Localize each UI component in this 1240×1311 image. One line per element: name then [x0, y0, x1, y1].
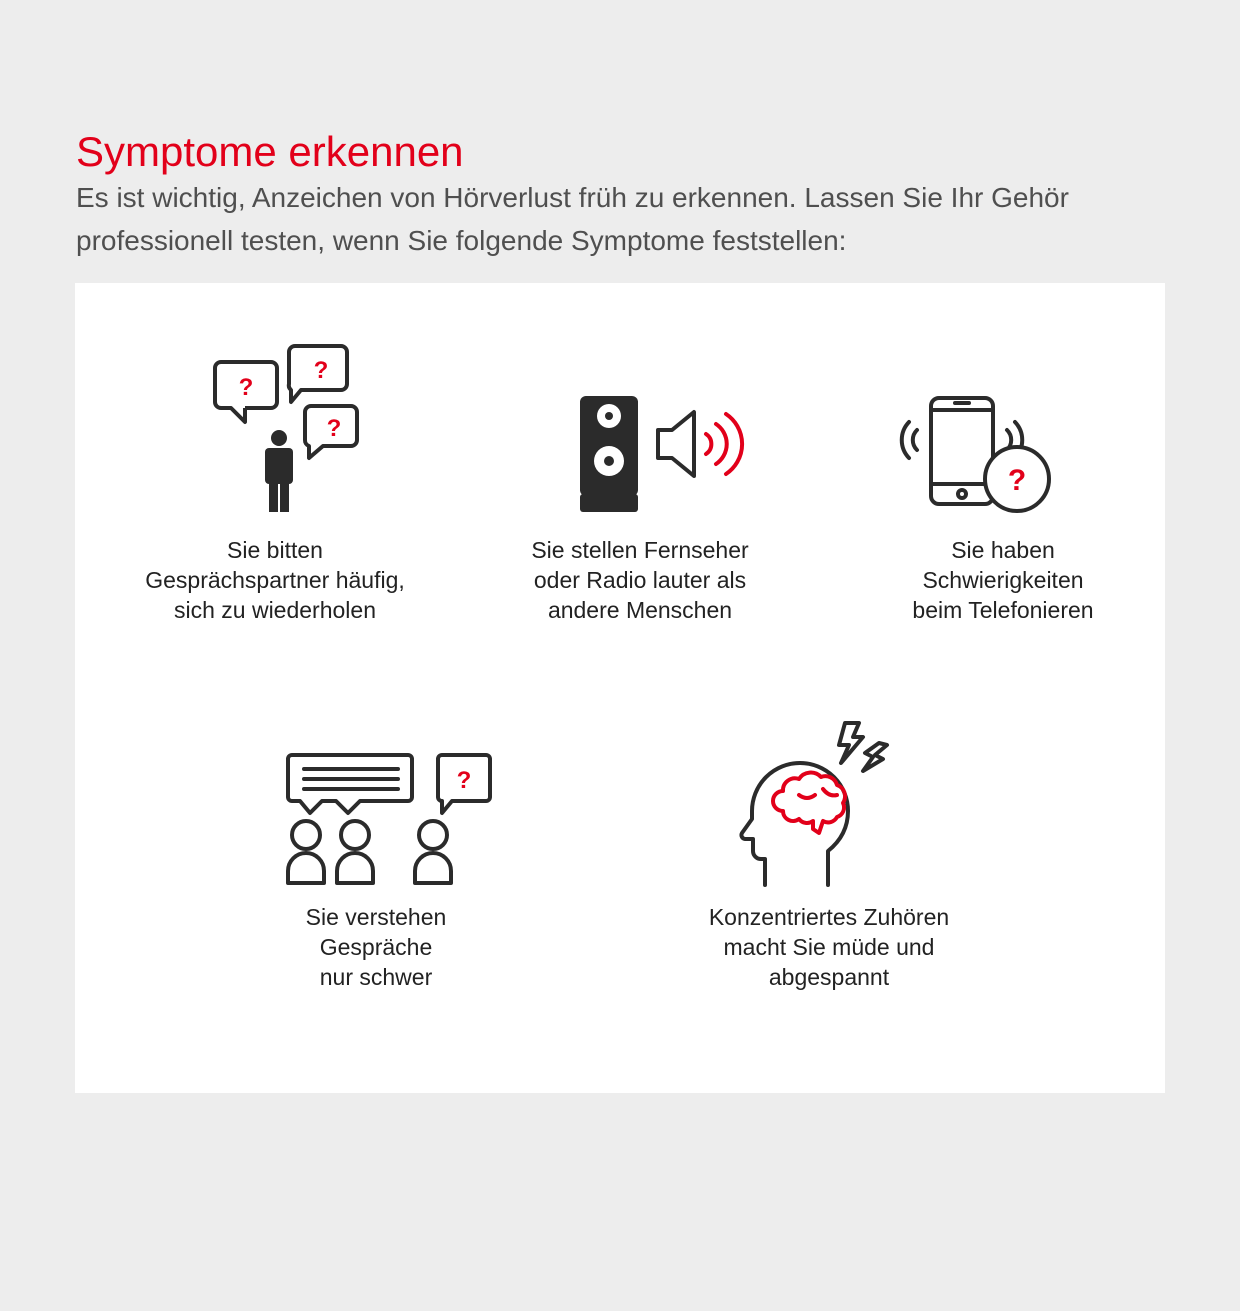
symptom-fatigue: [679, 723, 979, 1013]
speaker-loud-icon: [490, 338, 790, 518]
symptoms-card: [75, 283, 1165, 1093]
symptom-phone: [853, 338, 1153, 628]
svg-text:?: ?: [313, 357, 329, 384]
symptom-repeat-caption: Sie bitten Gesprächspartner häufig, sich zu wiederholen: [145, 537, 405, 623]
phone-question-icon: [853, 338, 1153, 518]
symptom-conversation: [226, 723, 526, 1013]
svg-text:?: ?: [238, 374, 254, 401]
svg-text:?: ?: [326, 415, 342, 442]
intro-line-1: Es ist wichtig, Anzeichen von Hörverlust früh zu erkennen. Lassen Sie Ihr Gehör: [76, 182, 1069, 213]
svg-text:?: ?: [456, 767, 472, 794]
page-title: Symptome erkennen: [76, 128, 464, 175]
symptom-repeat: [125, 338, 425, 628]
symptom-volume-caption: Sie stellen Fernseher oder Radio lauter als andere Menschen: [531, 537, 749, 623]
stressed-head-brain-icon: [679, 723, 979, 903]
symptom-phone-caption: Sie haben Schwierigkeiten beim Telefonieren: [912, 537, 1094, 623]
symptom-fatigue-caption: Konzentriertes Zuhören macht Sie müde und abgespannt: [708, 904, 950, 990]
intro-text: [76, 176, 1176, 262]
symptom-volume: [490, 338, 790, 628]
intro-line-2: professionell testen, wenn Sie folgende Symptome feststellen:: [76, 225, 847, 256]
symptom-conversation-caption: Sie verstehen Gespräche nur schwer: [305, 904, 447, 990]
svg-text:?: ?: [1007, 464, 1027, 497]
person-question-bubbles-icon: [125, 338, 425, 518]
group-conversation-icon: [226, 723, 526, 903]
